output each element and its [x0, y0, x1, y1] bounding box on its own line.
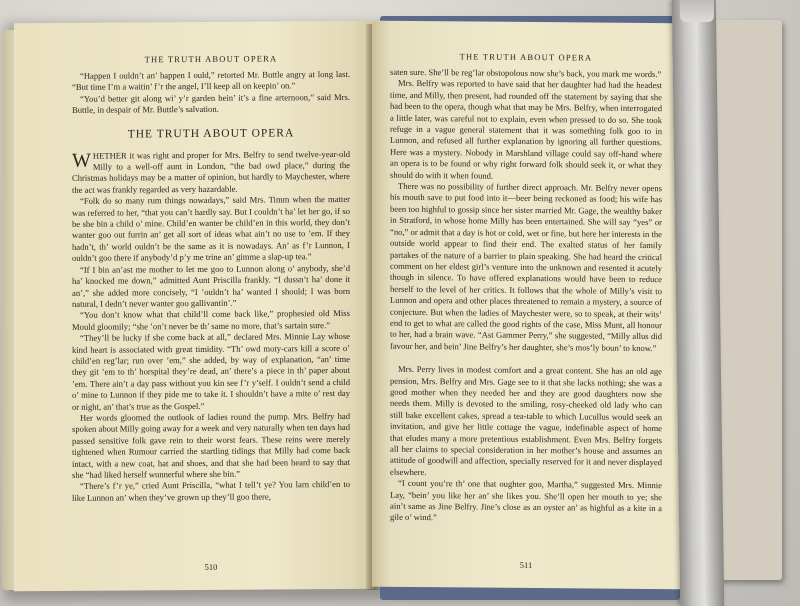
left-paragraph: “Happen I ouldn’t an’ happen I ould,” retorted Mr. Buttle angry at long last. “But time I’m a waitin’ f’r the angel, I’ll keep all on keepin’ on.”	[72, 68, 350, 93]
right-paragraph: “I count you’re th’ one that oughter goo, Martha,” suggested Mrs. Minnie Lay, “bein’ you like her an’ she likes you. She’ll open her mouth to ye; she ain’t same as Jine Belfry. Jine’s close as an oyster an’ as highful as a kite in a gile o’ wind.”	[390, 478, 662, 523]
right-paragraph: Mrs. Belfry was reported to have said that her daughter had had the headest time, and Milly, then present, had rounded off the statement by saying that she had been to the opera, though what that may be Mrs. Belfry, when interrogated a little later, was careful not to explain, even when pressed to do so. She took refuge in a vague general statement that it was something folk goo to in Lunnon, and refused all further explanation by ignoring all further questions. Here was a mystery. Nobody in Marshland village could say off-hand where an opera is to be found or why right forward folk should seek it, or what they should do with it when found.	[390, 78, 662, 181]
left-paragraph: “You don’t know what that child’ll come back like,” prophesied old Miss Mould gloomily; “she ’on’t never be th’ same no more, that’s sartain sure.”	[72, 308, 350, 332]
left-paragraph: “Folk do so many rum things nowadays,” said Mrs. Timm when the matter was referred to her, “that you can’t hardly say. But I couldn’t ha’ let her go, if so be she bin a child o’ mine. Child’en wanter be child’en in this world, they don’t wanter goo out furrin an’ get all sort of ideas what ain’t no use to ’em. If they hadn’t, th’ world ouldn’t be the same as it is nowadays. An’ as f’r Lunnon, I ouldn’t goo there if anybody’d p’y me trine an’ gimme a slap-up tea.”	[72, 194, 350, 264]
left-paragraph: “They’ll be lucky if she come back at all,” declared Mrs. Minnie Lay whose kind heart is associated with great timidity. “Th’ owd moty-cars kill a score o’ child’en reg’lar; run over ’em,” she added, by way of explanation, “an’ time they git ’em to th’ horspital they’re dead, an’ there’s a piece in th’ paper about ’em. There ain’t a day pass without you kin see f’r y’self. I ouldn’t send a child o’ mine to Lunnon if they pide me to take it. I shouldn’t have a mite o’ rest day or night, an’ that’s true as the Gospel.”	[72, 331, 350, 412]
first-paragraph-text: HETHER it was right and proper for Mrs. Belfry to send twelve-year-old Milly to a well-off aunt in London, “the bad owd place,” during the Christmas holidays may be a matter of opinion, but hardly to Maychester, where the act was frankly regarded as very hazardable.	[72, 148, 350, 195]
left-paragraph: Her words gloomed the outlook of ladies round the pump. Mrs. Belfry had spoken about Milly going away for a week and very naturally when ten days had passed sensitive folk gave rein to their worst fears. These reins were merely tightened when Rumour carried the startling tidings that Milly had come back intact, with a new coat, hat and shoes, and that she had been heard to say that she “had liked herself wunnerful where she bin.”	[72, 410, 350, 480]
bookmark-ribbon-fold	[680, 0, 714, 22]
chapter-title: THE TRUTH ABOUT OPERA	[127, 126, 295, 141]
right-paragraph: Mrs. Perry lives in modest comfort and a great content. She has an old age pension, Mrs. Belfry and Mrs. Gage see to it that she lacks nothing; she was a good mother when they needed her and they are good daughters now she needs them. Milly is devoted to the smiling, rosy-cheeked old lady who can still bake excellent cakes, spread a tea-table to which Lucullus would seek an invitation, and give her little cottage the vague, indefinable aspect of home that eludes many a more pretentious establishment. Even Mrs. Belfry forgets all her claims to special consideration in her mother’s house and assumes an attitude of goodwill and affection, specially reserved for it and never displayed elsewhere.	[390, 363, 662, 477]
left-paragraph: “If I bin an’ast me mother to let me goo to Lunnon along o’ anybody, she’d ha’ knocked me down,” admitted Aunt Priscilla frankly. “I dussn’t ha’ done it an’,” she added more concisely, “I ’ouldn’t ha’ wanted I should; I was born natural, I dedn’t never wanter goo gallivantin’.”	[72, 262, 350, 309]
left-paragraph: “You’d better git along wi’ y’r garden bein’ it’s a fine arternoon,” said Mrs. Buttle, in despair of Mr. Buttle’s salvation.	[72, 91, 350, 116]
left-page-number: 510	[204, 561, 218, 572]
right-page-number: 511	[519, 559, 533, 571]
right-page	[372, 21, 690, 590]
right-paragraph: saten sure. She’ll be reg’lar obstopolous now she’s back, you mark me words.”	[390, 66, 662, 80]
right-paragraph: There was no possibility of further direct approach. Mr. Belfry never opens his mouth save to put food into it—beer being reckoned as food; his wife has been too highful to gossip since her sister married Mr. Gage, the wealthy baker in Stratford, in whose home Milly has been entertained. She will say “yes” or “no,” or admit that a day is hot or cold, wet or fine, but here her interests in the outside world appear to find their end. The exalted status of her family partakes of the nature of a barrier to plain speaking. She had heard the critical comment on her eldest girl’s venture into the unknown and resented it acutely though in silence. To have offered explanations would have been to reduce herself to the level of her critics. It follows that the whole of Milly’s visit to Lunnon and opera and other places threatened to remain a mystery, a source of conjecture. But when the ladies of Maychester were, so to speak, at their wits’ end to get to what are called the good rights of the case, Miss Munt, all honour to her, had a brain wave. “Ast Gammer Perry,” she suggested, “Milly allus did favour her, and bein’ Jine Belfry’s her daughter, she’s mos’ly boun’ to know.”	[390, 180, 662, 353]
first-paragraph	[72, 149, 350, 197]
right-running-header: THE TRUTH ABOUT OPERA	[459, 51, 593, 63]
left-page	[14, 21, 374, 592]
bookmark-ribbon	[672, 0, 724, 606]
drop-cap: W	[72, 149, 91, 172]
left-running-header: THE TRUTH ABOUT OPERA	[144, 53, 278, 65]
left-paragraph: “There’s f’r ye,” cried Aunt Priscilla, “what I tell’t ye? You larn child’en to like Lunnon an’ when they’ve grown up they’ll goo there,	[72, 479, 350, 503]
